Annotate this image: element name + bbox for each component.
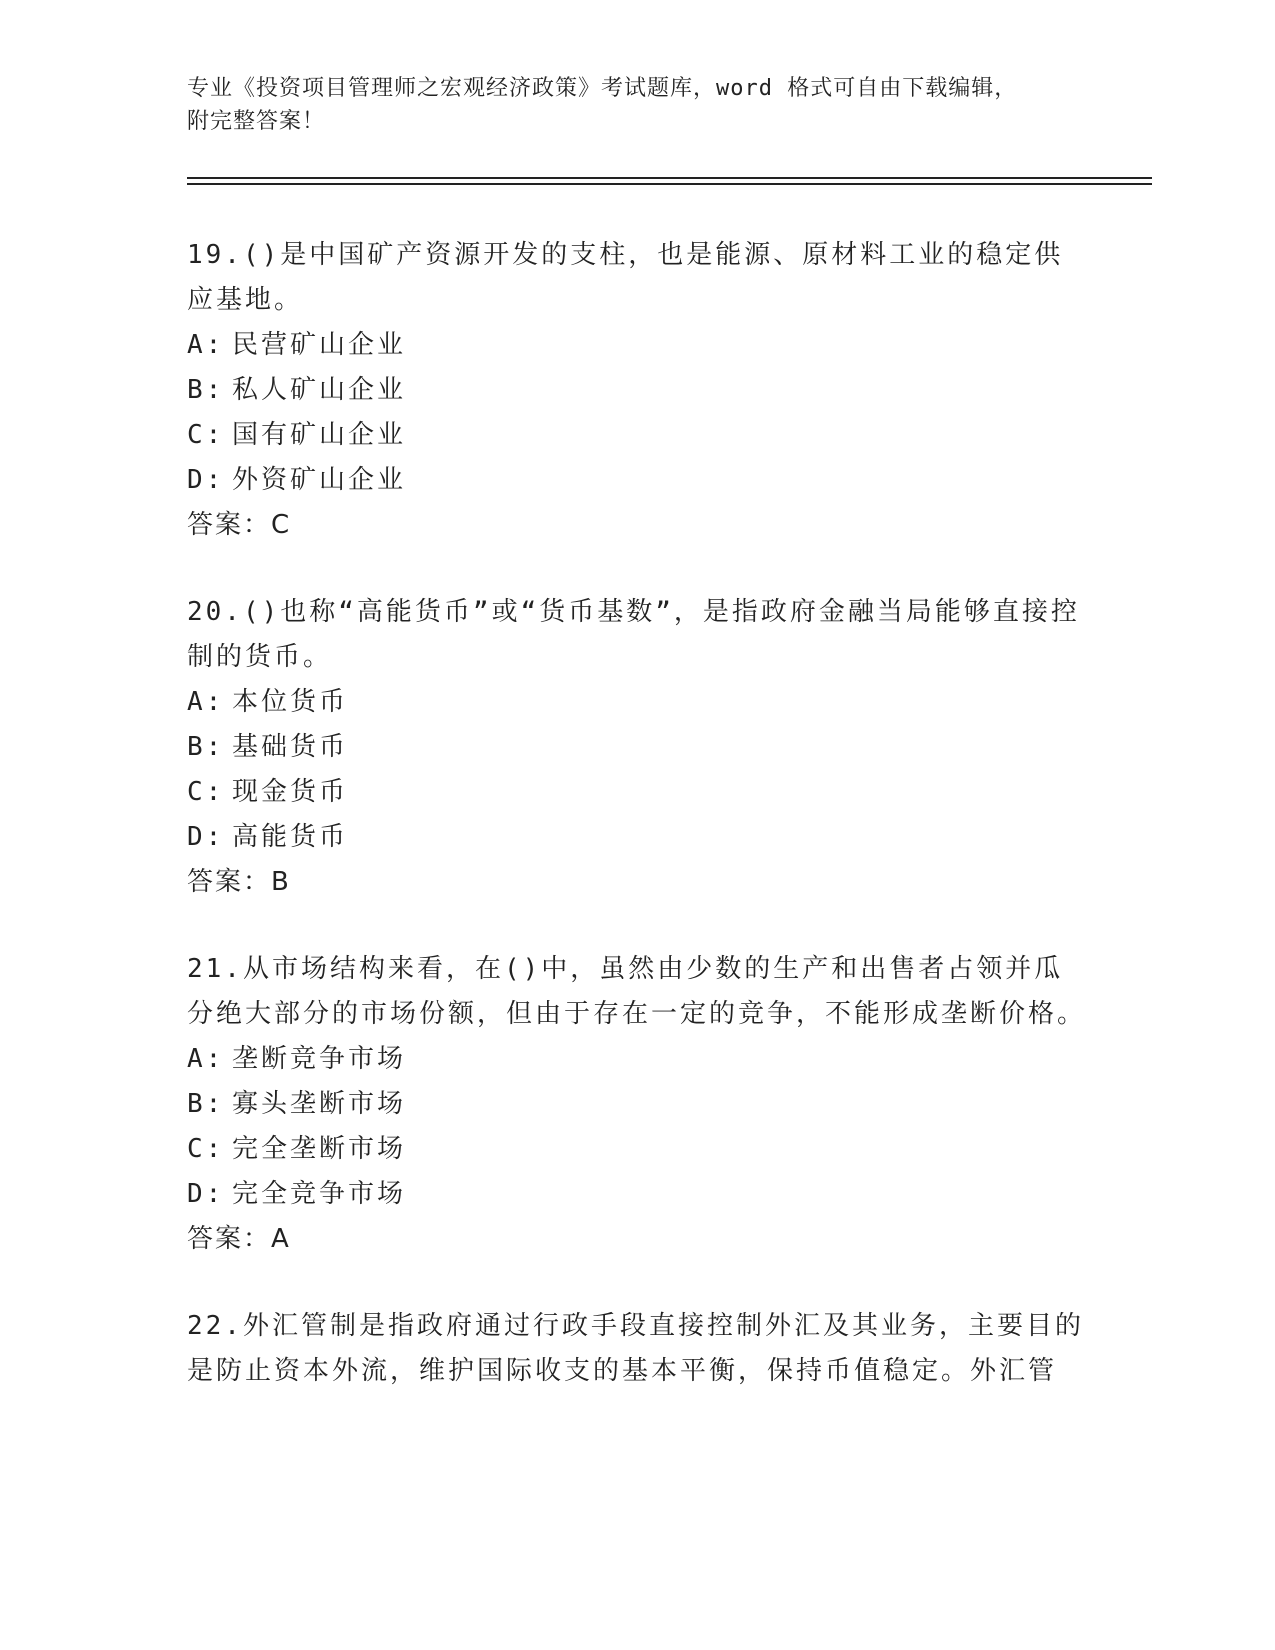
option-letter: A: bbox=[187, 687, 225, 717]
option-d bbox=[187, 1172, 1087, 1217]
option-text: 私人矿山企业 bbox=[232, 375, 407, 405]
question-stem: 22.外汇管制是指政府通过行政手段直接控制外汇及其业务，主要目的是防止资本外流，维护国际收支的基本平衡，保持币值稳定。外汇管 bbox=[187, 1311, 1084, 1386]
option-c bbox=[187, 1127, 1087, 1172]
option-c bbox=[187, 770, 1087, 815]
option-letter: A: bbox=[187, 1044, 225, 1074]
answer-line: 答案：B bbox=[187, 867, 291, 897]
option-letter: C: bbox=[187, 420, 225, 450]
option-text: 完全竞争市场 bbox=[232, 1179, 407, 1209]
header-divider-bottom bbox=[187, 183, 1152, 185]
header-line-1: 专业《投资项目管理师之宏观经济政策》考试题库，word 格式可自由下载编辑， bbox=[187, 76, 1018, 101]
answer-line: 答案：A bbox=[187, 1224, 291, 1254]
header-divider-top bbox=[187, 177, 1152, 179]
question-22 bbox=[187, 1304, 1087, 1394]
option-letter: D: bbox=[187, 1179, 225, 1209]
question-list bbox=[187, 233, 1087, 1436]
option-text: 垄断竞争市场 bbox=[232, 1044, 407, 1074]
option-letter: C: bbox=[187, 777, 225, 807]
option-letter: B: bbox=[187, 732, 225, 762]
option-text: 寡头垄断市场 bbox=[232, 1089, 407, 1119]
option-c bbox=[187, 413, 1087, 458]
option-text: 高能货币 bbox=[232, 822, 349, 852]
option-text: 完全垄断市场 bbox=[232, 1134, 407, 1164]
option-d bbox=[187, 815, 1087, 860]
option-b bbox=[187, 368, 1087, 413]
question-20 bbox=[187, 590, 1087, 905]
option-a bbox=[187, 1037, 1087, 1082]
question-stem: 20.()也称“高能货币”或“货币基数”，是指政府金融当局能够直接控制的货币。 bbox=[187, 597, 1080, 672]
question-stem: 19.()是中国矿产资源开发的支柱，也是能源、原材料工业的稳定供应基地。 bbox=[187, 240, 1064, 315]
option-text: 国有矿山企业 bbox=[232, 420, 407, 450]
question-stem: 21.从市场结构来看，在()中，虽然由少数的生产和出售者占领并瓜分绝大部分的市场份额，但由于存在一定的竞争，不能形成垄断价格。 bbox=[187, 954, 1087, 1029]
option-text: 基础货币 bbox=[232, 732, 349, 762]
option-b bbox=[187, 725, 1087, 770]
option-text: 民营矿山企业 bbox=[232, 330, 407, 360]
option-d bbox=[187, 458, 1087, 503]
header-line-2: 附完整答案！ bbox=[187, 109, 326, 134]
option-letter: D: bbox=[187, 465, 225, 495]
option-letter: B: bbox=[187, 1089, 225, 1119]
option-a bbox=[187, 323, 1087, 368]
question-21 bbox=[187, 947, 1087, 1262]
option-b bbox=[187, 1082, 1087, 1127]
document-header bbox=[187, 72, 1147, 138]
answer-line: 答案：C bbox=[187, 510, 292, 540]
option-a bbox=[187, 680, 1087, 725]
option-letter: C: bbox=[187, 1134, 225, 1164]
question-19 bbox=[187, 233, 1087, 548]
option-text: 外资矿山企业 bbox=[232, 465, 407, 495]
option-text: 本位货币 bbox=[232, 687, 349, 717]
option-letter: B: bbox=[187, 375, 225, 405]
option-letter: D: bbox=[187, 822, 225, 852]
option-text: 现金货币 bbox=[232, 777, 349, 807]
option-letter: A: bbox=[187, 330, 225, 360]
